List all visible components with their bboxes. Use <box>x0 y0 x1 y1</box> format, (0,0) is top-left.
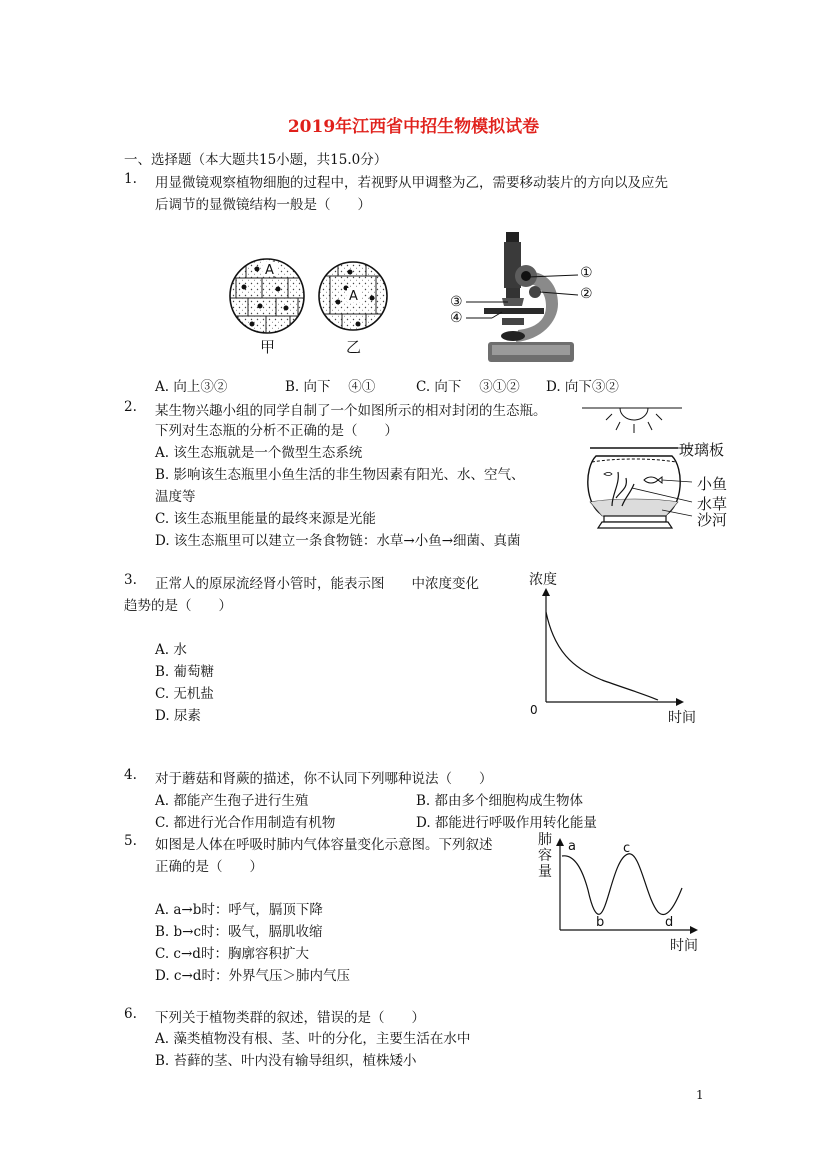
question-text: 后调节的显微镜结构一般是（ ） <box>155 197 371 213</box>
lung-volume-curve <box>562 854 682 915</box>
option-c: C. c→d时：胸廓容积扩大 <box>155 946 309 962</box>
question-number: 2. <box>124 399 137 415</box>
section-heading: 一、选择题（本大题共15小题，共15.0分） <box>124 152 388 168</box>
option-b: B. 葡萄糖 <box>155 664 215 680</box>
bottle <box>588 448 680 528</box>
question-text: 下列对生态瓶的分析不正确的是（ ） <box>155 423 398 439</box>
sun-icon <box>582 408 682 433</box>
question-text: 正常人的原尿流经肾小管时，能表示图 中浓度变化 <box>155 576 479 592</box>
chart-xlabel: 时间 <box>670 938 698 954</box>
option-d: D. 向下③② <box>546 379 619 395</box>
option-c: C. 向下 ③①② <box>416 379 520 395</box>
question-text: 如图是人体在呼吸时肺内气体容量变化示意图。下列叙述 <box>155 837 493 853</box>
chart-ylabel-char: 肺 <box>538 832 552 848</box>
option-c: C. 都进行光合作用制造有机物 <box>155 815 336 831</box>
question-text: 下列关于植物类群的叙述，错误的是（ ） <box>155 1010 425 1026</box>
concentration-curve <box>546 612 658 700</box>
y-axis-arrow <box>556 838 564 846</box>
option-b: B. 向下 ④① <box>285 379 376 395</box>
label-glass-plate: 玻璃板 <box>679 441 725 459</box>
question-number: 1. <box>124 171 137 187</box>
option-b: B. b→c时：吸气，膈肌收缩 <box>155 924 323 940</box>
option-b: B. 都由多个细胞构成生物体 <box>416 793 584 809</box>
label-sand: 沙河 <box>697 511 728 529</box>
point-label-c: c <box>623 841 631 856</box>
lung-volume-chart <box>534 828 714 958</box>
figure-label-jia: 甲 <box>260 338 276 356</box>
chart-ylabel-char: 容 <box>538 848 552 864</box>
cell-label-a: A <box>265 263 274 278</box>
microscope-label-2: ② <box>580 286 593 302</box>
option-a: A. 该生态瓶就是一个微型生态系统 <box>155 445 363 461</box>
cell-label-a: A <box>349 289 358 304</box>
question-text: 趋势的是（ ） <box>124 598 232 614</box>
chart-ylabel-char: 量 <box>538 864 552 880</box>
microscope-label-4: ④ <box>450 310 463 326</box>
option-a: A. 藻类植物没有根、茎、叶的分化，主要生活在水中 <box>155 1031 471 1047</box>
question-number: 3. <box>124 572 137 588</box>
option-c: C. 无机盐 <box>155 686 214 702</box>
eco-bottle-figure <box>582 402 692 532</box>
option-d: D. 尿素 <box>155 708 201 724</box>
option-b: B. 影响该生态瓶里小鱼生活的非生物因素有阳光、水、空气、 <box>155 467 525 483</box>
question-number: 4. <box>124 767 137 783</box>
x-axis-arrow <box>676 698 684 706</box>
chart-ylabel: 浓度 <box>529 572 557 588</box>
option-a: A. 水 <box>155 642 187 658</box>
figure-label-yi: 乙 <box>346 338 362 356</box>
x-axis-arrow <box>690 926 698 934</box>
option-a: A. 都能产生孢子进行生殖 <box>155 793 309 809</box>
y-axis-arrow <box>542 588 550 596</box>
question-text: 用显微镜观察植物细胞的过程中，若视野从甲调整为乙，需要移动装片的方向以及应先 <box>155 175 668 191</box>
point-label-a: a <box>568 839 576 854</box>
question-number: 5. <box>124 833 137 849</box>
cell-view-figure <box>226 258 396 358</box>
question-number: 6. <box>124 1006 137 1022</box>
concentration-chart <box>520 568 710 728</box>
microscope-label-1: ① <box>580 265 593 281</box>
option-a: A. 向上③② <box>155 379 228 395</box>
question-text: 某生物兴趣小组的同学自制了一个如图所示的相对封闭的生态瓶。 <box>155 403 547 419</box>
chart-origin: 0 <box>530 703 538 717</box>
label-water-plant: 水草 <box>697 495 728 513</box>
microscope-label-3: ③ <box>450 294 463 310</box>
option-b: B. 苔藓的茎、叶内没有输导组织，植株矮小 <box>155 1053 417 1069</box>
option-d: D. 该生态瓶里可以建立一条食物链：水草→小鱼→细菌、真菌 <box>155 533 521 549</box>
cell-view-yi <box>318 258 388 334</box>
question-text: 正确的是（ ） <box>155 859 263 875</box>
page-title: 2019年江西省中招生物模拟试卷 <box>287 117 540 137</box>
cell-view-jia <box>226 258 308 338</box>
option-b-continued: 温度等 <box>155 489 196 505</box>
point-label-b: b <box>596 915 605 930</box>
chart-xlabel: 时间 <box>668 710 696 726</box>
point-label-d: d <box>665 915 674 930</box>
option-d: D. 都能进行呼吸作用转化能量 <box>416 815 597 831</box>
option-c: C. 该生态瓶里能量的最终来源是光能 <box>155 511 376 527</box>
page-number: 1 <box>696 1088 704 1102</box>
question-text: 对于蘑菇和肾蕨的描述，你不认同下列哪种说法（ ） <box>155 771 493 787</box>
option-d: D. c→d时：外界气压＞肺内气压 <box>155 968 350 984</box>
label-small-fish: 小鱼 <box>697 475 728 493</box>
option-a: A. a→b时：呼气，膈顶下降 <box>155 902 323 918</box>
